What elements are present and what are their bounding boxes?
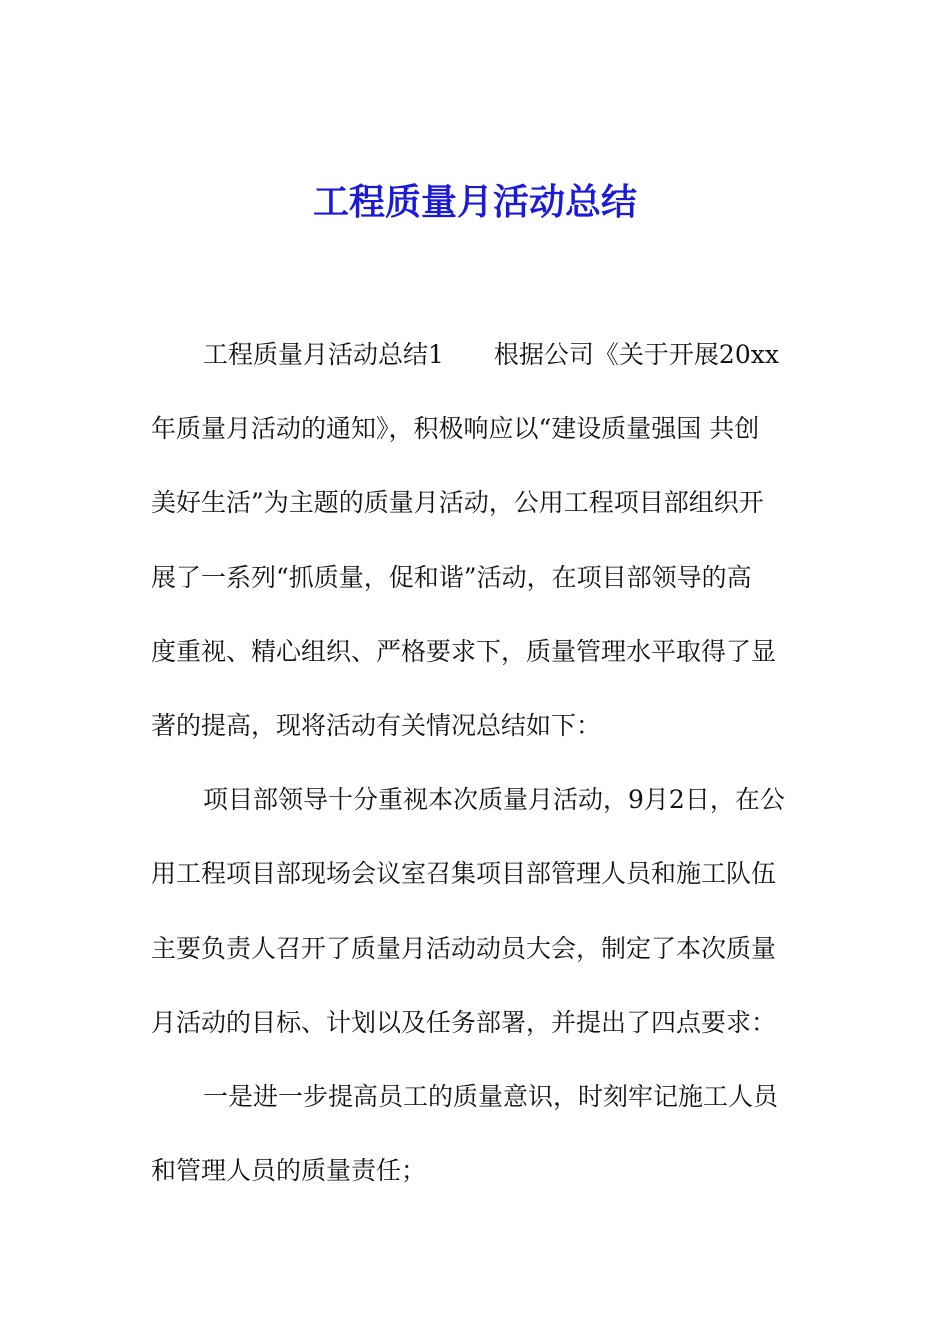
text-line-4: 展了一系列“抓质量，促和谐”活动，在项目部领导的高	[151, 562, 752, 592]
text-line-1: 工程质量月活动总结1 根据公司《关于开展20xx	[203, 340, 779, 369]
text-line-11: 一是进一步提高员工的质量意识，时刻牢记施工人员	[203, 1081, 779, 1111]
document-title: 工程质量月活动总结	[312, 181, 637, 223]
text-line-2: 年质量月活动的通知》，积极响应以“建设质量强国 共创	[151, 414, 760, 444]
text-line-7: 项目部领导十分重视本次质量月活动，9月2日，在公	[203, 785, 785, 815]
text-line-6: 著的提高，现将活动有关情况总结如下：	[151, 710, 602, 740]
text-line-10: 月活动的目标、计划以及任务部署，并提出了四点要求：	[151, 1007, 777, 1037]
document-body	[151, 333, 803, 1223]
text-line-8: 用工程项目部现场会议室召集项目部管理人员和施工队伍	[151, 859, 777, 889]
text-line-3: 美好生活”为主题的质量月活动，公用工程项目部组织开	[151, 488, 764, 518]
text-line-5: 度重视、精心组织、严格要求下，质量管理水平取得了显	[151, 636, 777, 666]
text-line-12: 和管理人员的质量责任；	[151, 1156, 427, 1186]
text-line-9: 主要负责人召开了质量月活动动员大会，制定了本次质量	[151, 933, 777, 963]
